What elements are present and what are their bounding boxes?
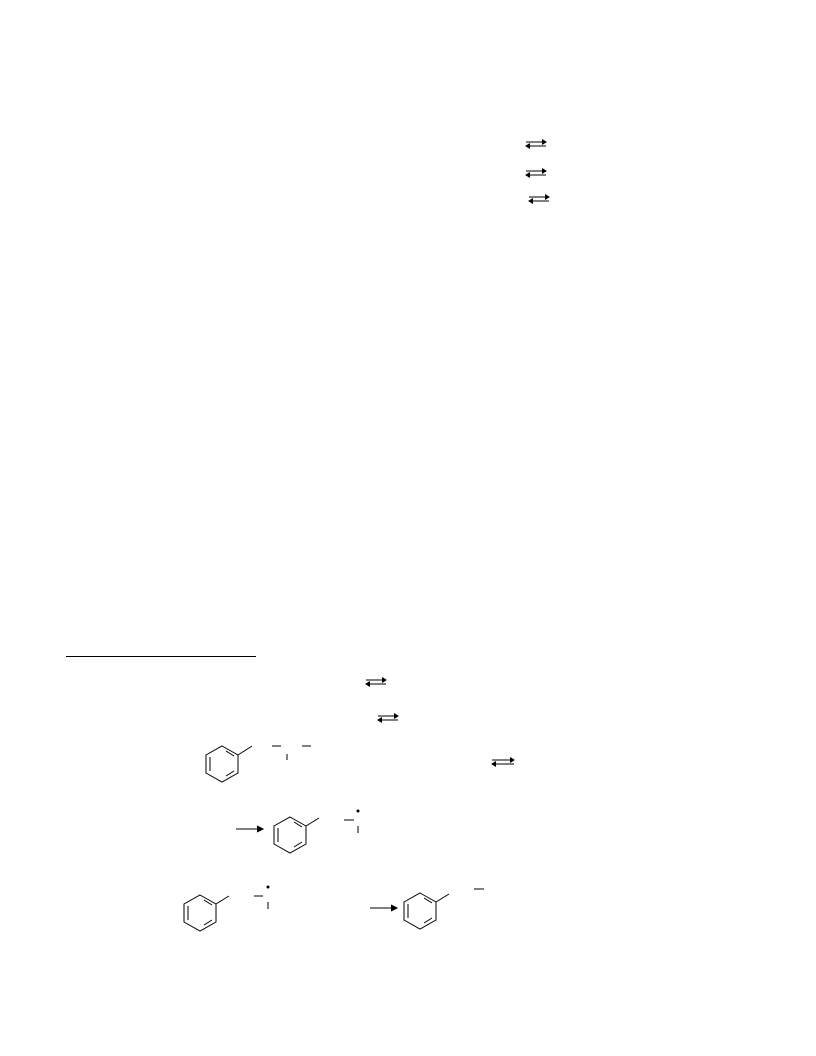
equilibrium-arrow bbox=[526, 169, 546, 178]
footnote-rule bbox=[66, 656, 256, 657]
reaction-arrow bbox=[236, 826, 263, 832]
reaction-arrow bbox=[370, 905, 397, 911]
equilibrium-arrow bbox=[366, 678, 386, 687]
bond-fragment bbox=[272, 746, 311, 760]
equilibrium-arrow bbox=[526, 140, 546, 149]
equilibrium-arrow bbox=[378, 714, 398, 723]
equilibrium-arrow bbox=[492, 758, 514, 767]
benzene-ring bbox=[206, 746, 252, 782]
radical-fragment bbox=[254, 886, 269, 909]
benzene-ring bbox=[274, 817, 319, 853]
benzene-ring bbox=[404, 893, 449, 929]
equilibrium-arrow bbox=[529, 195, 549, 204]
radical-fragment bbox=[344, 810, 359, 833]
benzene-ring bbox=[184, 895, 229, 931]
